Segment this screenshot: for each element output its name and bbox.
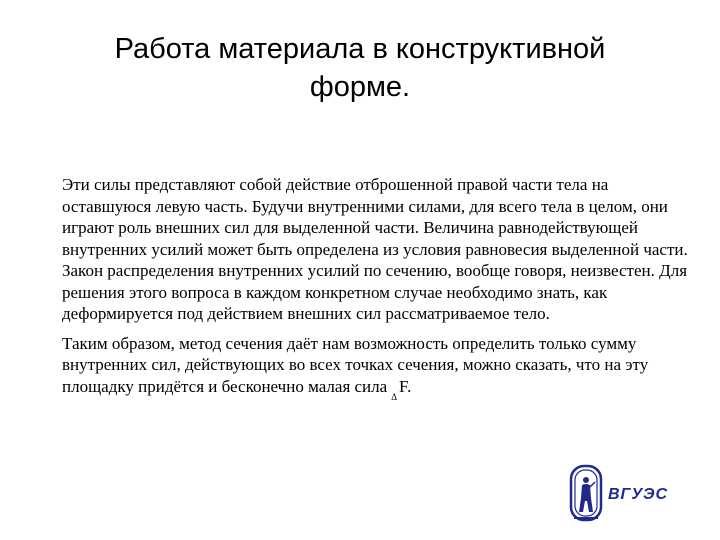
paragraph-2-text: Таким образом, метод сечения даёт нам возможность определить только сумму внутренних сил, действующих во всех точках сечения, можно сказать, что на эту площадку придётся и бесконечно малая сила (62, 333, 649, 396)
university-logo (568, 464, 678, 524)
delta-symbol: Δ (391, 391, 397, 402)
slide-body (62, 174, 692, 416)
force-symbol: F. (398, 376, 412, 396)
logo-text: ВГУЭС (608, 486, 669, 503)
paragraph-2 (62, 333, 692, 409)
title-line-1: Работа материала в конструктивной (114, 33, 606, 65)
slide-title (40, 30, 680, 106)
title-line-2: форме. (309, 71, 411, 103)
logo-emblem-icon (568, 464, 608, 524)
paragraph-1: Эти силы представляют собой действие отброшенной правой части тела на оставшуюся левую часть. Будучи внутренними силами, для всего тела в целом, они играют роль внешних сил для выделенной части. Величина равнодействующей внутренних усилий может быть определена из условия равновесия выделенной части. Закон распределения внутренних усилий по сечению, вообще говоря, неизвестен. Для решения этого вопроса в каждом конкретном случае необходимо знать, как деформируется под действием внешних сил рассматриваемое тело. (62, 175, 688, 323)
